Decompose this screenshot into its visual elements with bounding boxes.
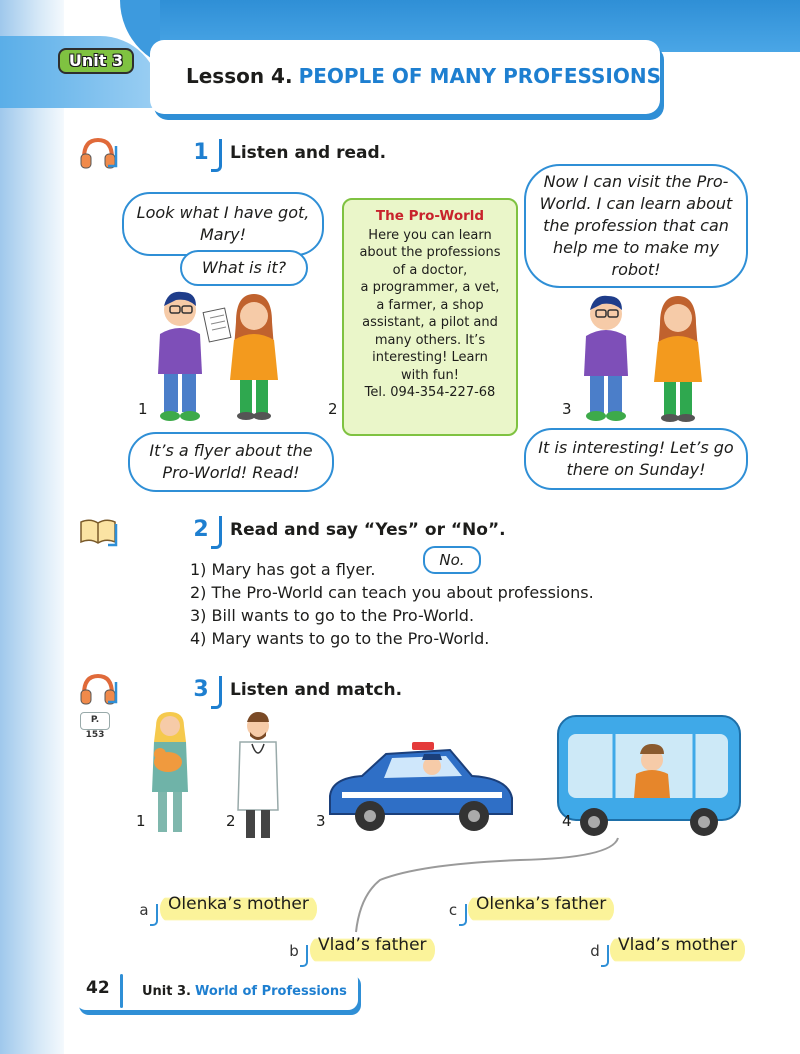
flyer-phone: Tel. 094-354-227-68 [364,385,496,400]
exercise-2-instruction: Read and say “Yes” or “No”. [230,520,506,540]
exercise-2-number: 2 [186,515,216,545]
page-reference: P. 153 [80,712,110,730]
picture-number: 2 [226,812,236,830]
exercise-1-instruction: Listen and read. [230,143,387,163]
flyer-line: of a doctor, [392,262,468,278]
picture-number: 3 [316,812,326,830]
option-letter: d [584,940,606,964]
footer-unit-name: World of Professions [195,984,347,999]
speech-bubble: Look what I have got, Mary! [122,192,324,256]
exercise-1-number: 1 [186,138,216,168]
lesson-title: PEOPLE OF MANY PROFESSIONS [298,64,661,88]
option-letter: b [283,940,305,964]
page-number: 42 [86,978,110,998]
statement: 1) Mary has got a flyer. [190,560,376,579]
lesson-prefix: Lesson 4. [186,64,293,88]
picture-number: 1 [136,812,146,830]
footer-unit-title [142,984,347,999]
frame-number: 3 [562,400,572,418]
flyer-line: many others. It’s [374,332,486,348]
footer-unit-prefix: Unit 3. [142,984,191,999]
flyer-line: with fun! [401,367,459,383]
speech-bubble: What is it? [180,250,308,286]
statement: 3) Bill wants to go to the Pro-World. [190,606,475,625]
speech-bubble: It’s a flyer about the Pro-World! Read! [128,432,334,492]
footer-divider [120,974,123,1008]
flyer-title: The Pro-World [375,208,485,224]
flyer-line: Here you can learn [368,227,492,243]
option-label[interactable]: Vlad’s father [310,935,435,965]
unit-label: Unit 3 [58,48,134,74]
exercise-3-number: 3 [186,675,216,705]
option-letter: c [442,899,464,923]
option-label[interactable]: Olenka’s father [468,894,614,924]
picture-number: 4 [562,812,572,830]
example-answer-bubble: No. [423,546,481,574]
option-label[interactable]: Vlad’s mother [610,935,745,965]
exercise-3-instruction: Listen and match. [230,680,403,700]
frame-number: 2 [328,400,338,418]
speech-bubble: It is interesting! Let’s go there on Sunday! [524,428,748,490]
statement: 2) The Pro-World can teach you about professions. [190,583,594,602]
flyer-line: interesting! Learn [372,350,488,365]
flyer-line: a farmer, a shop [376,297,484,313]
flyer-line: about the professions [359,245,501,260]
option-label[interactable]: Olenka’s mother [160,894,317,924]
frame-number: 1 [138,400,148,418]
option-letter: a [133,899,155,923]
statement: 4) Mary wants to go to the Pro-World. [190,629,490,648]
flyer-line: a programmer, a vet, [360,280,500,295]
speech-bubble: Now I can visit the Pro-World. I can learn about the profession that can help me to make my robot! [524,164,748,288]
flyer-line: assistant, a pilot and [362,315,498,330]
